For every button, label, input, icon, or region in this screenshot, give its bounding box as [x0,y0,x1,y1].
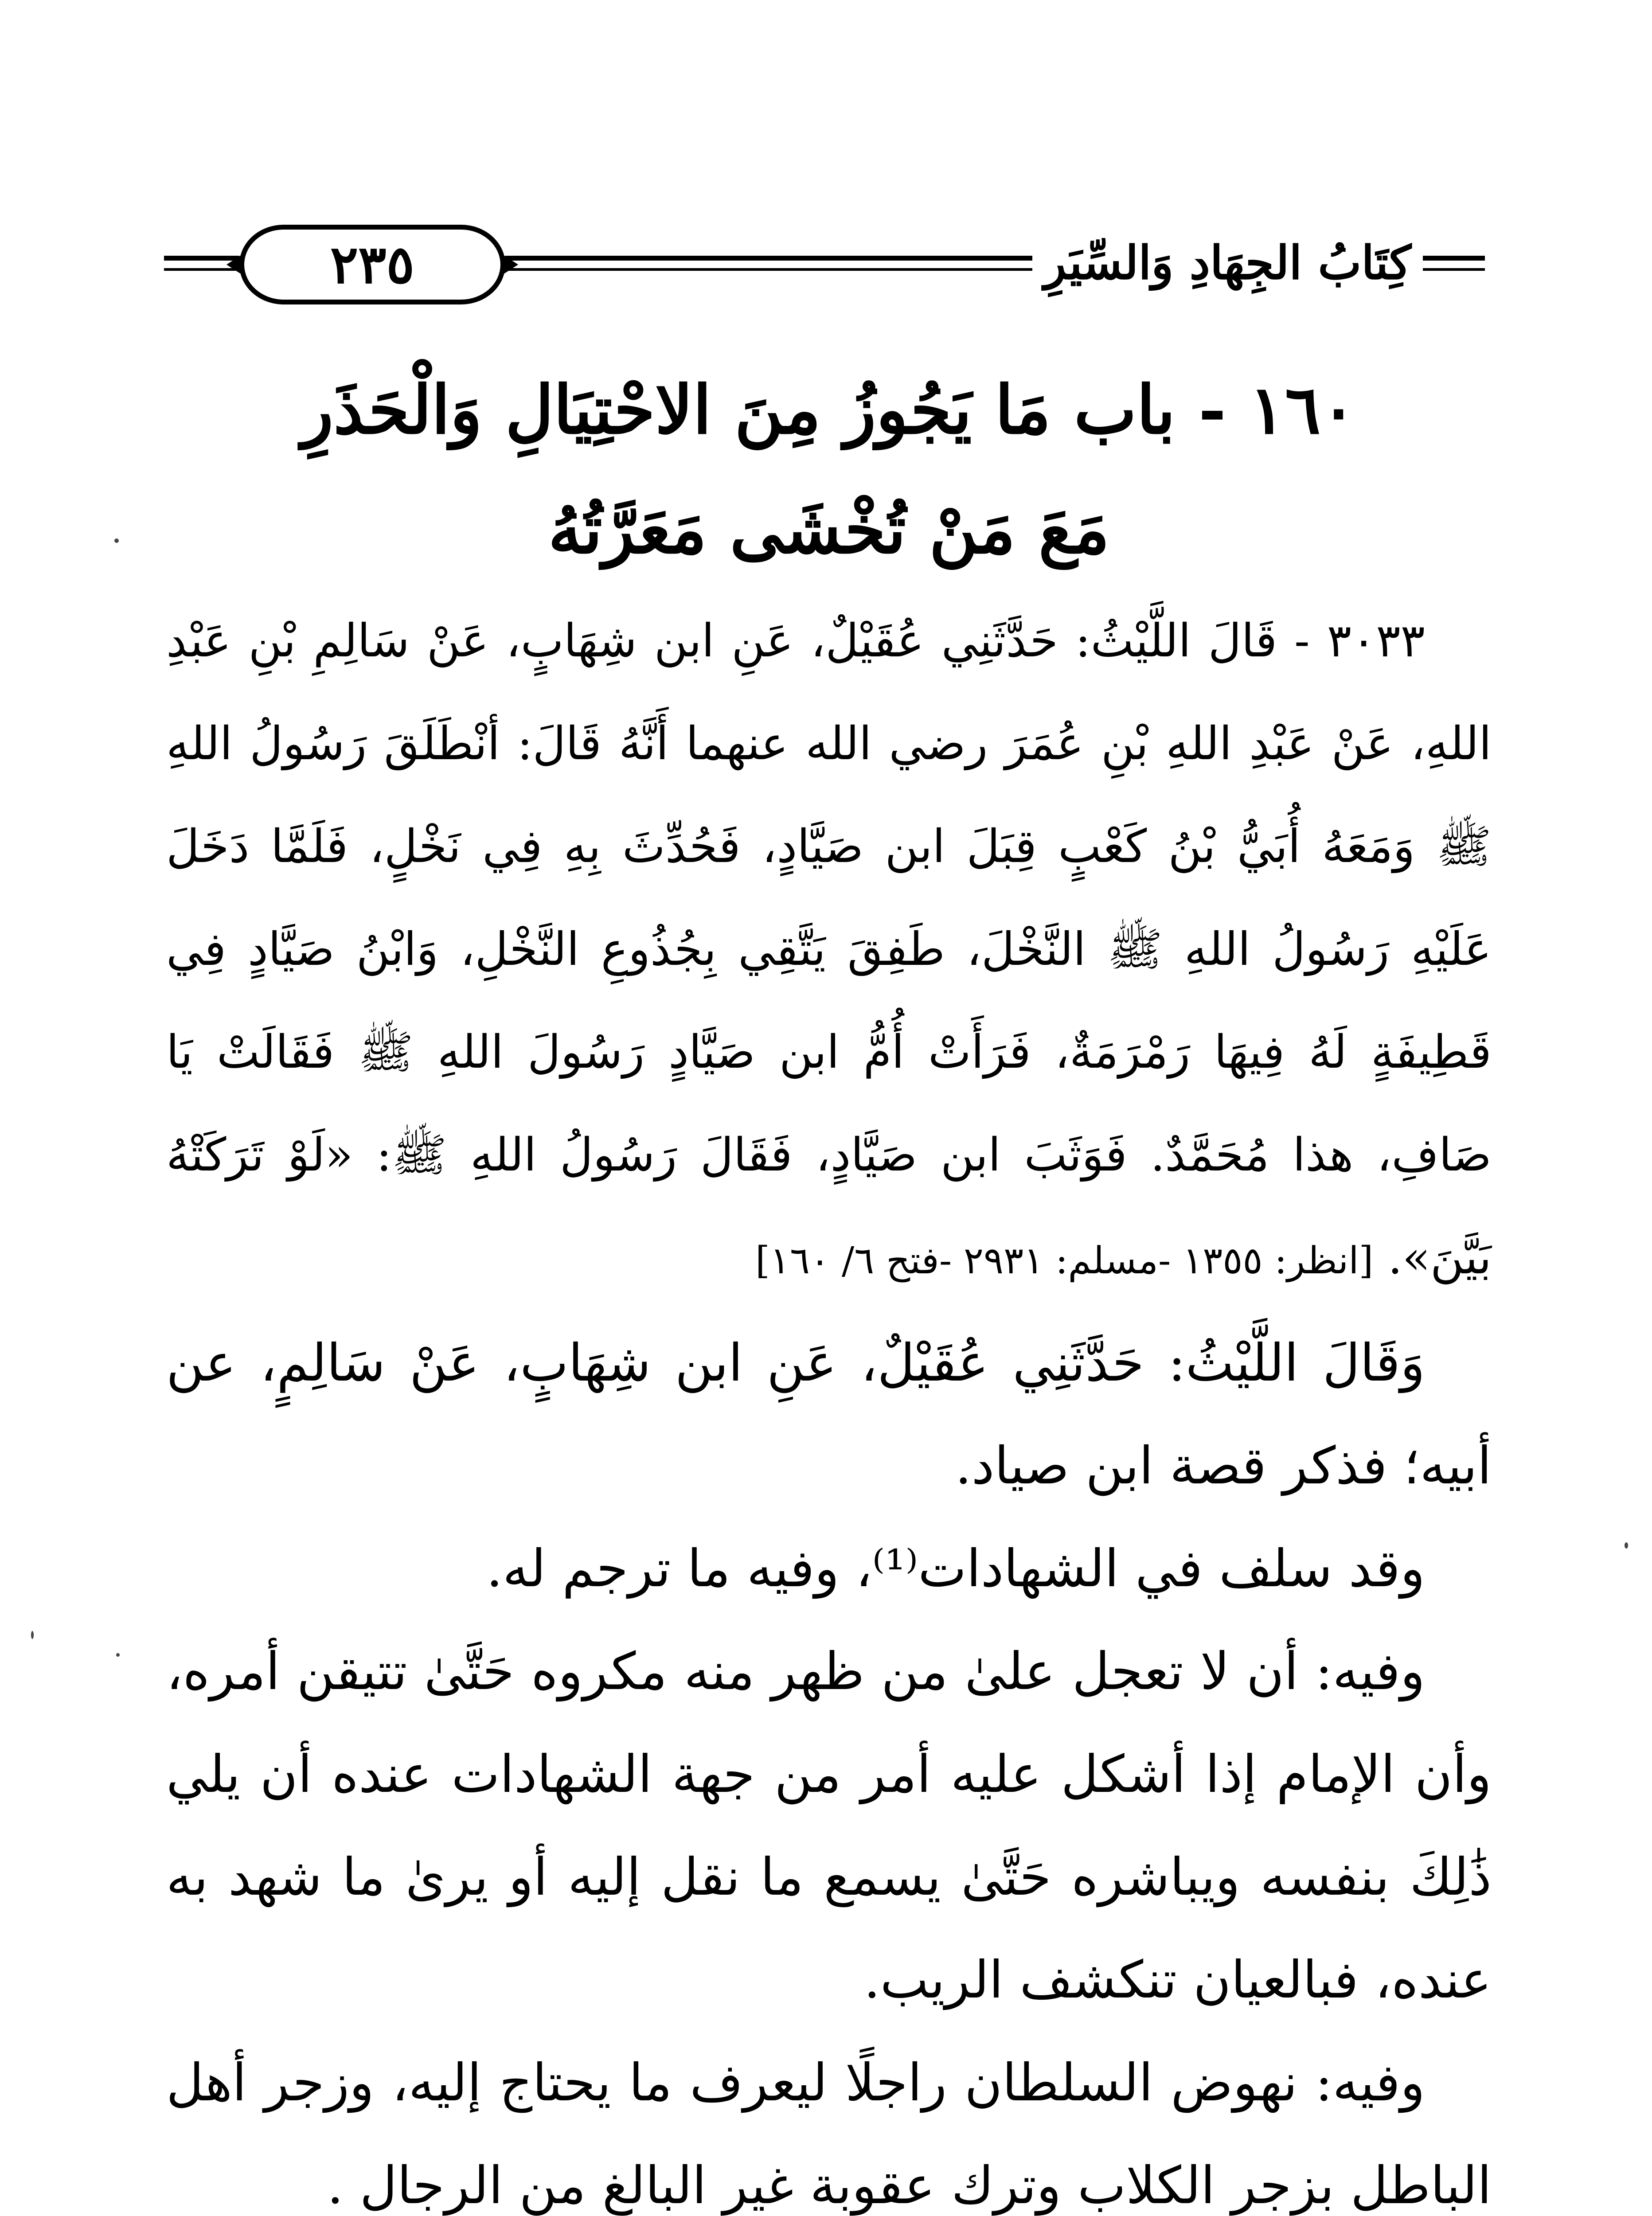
page-number: ٢٣٥ [330,234,415,295]
paragraph-text: وَقَالَ اللَّيْثُ: حَدَّثَنِي عُقَيْلٌ، عَنِ ابن شِهَابٍ، عَنْ سَالِمٍ، عن أبيه؛ فذكر قصة ابن صياد. [166,1333,1492,1496]
badge-ornament [227,255,242,274]
paragraph-text: وفيه: أن لا تعجل علىٰ من ظهر منه مكروه حَتَّىٰ تتيقن أمره، وأن الإمام إذا أشكل عليه أمر من جهة الشهادات عنده أن يلي ذَٰلِكَ بنفسه ويباشره حَتَّىٰ يسمع ما نقل إليه أو يرىٰ ما شهد به عنده، فبالعيان تنكشف الريب. [166,1642,1492,2010]
chapter-heading-line-1: ١٦٠ - باب مَا يَجُوزُ مِنَ الاحْتِيَالِ وَالْحَذَرِ [301,371,1357,449]
hadith-paragraph [166,589,1492,1312]
paragraph-text: وفيه: نهوض السلطان راجلًا ليعرف ما يحتاج إليه، وزجر أهل الباطل بزجر الكلاب وترك عقوبة غير البالغ من الرجال . [166,2053,1492,2216]
hadith-text: ٣٠٣٣ - قَالَ اللَّيْثُ: حَدَّثَنِي عُقَيْلٌ، عَنِ ابن شِهَابٍ، عَنْ سَالِمِ بْنِ عَبْدِ اللهِ، عَنْ عَبْدِ اللهِ بْنِ عُمَرَ رضي الله عنهما أَنَّهُ قَالَ: أنْطَلَقَ رَسُولُ اللهِ ﷺ وَمَعَهُ أُبَيُّ بْنُ كَعْبٍ قِبَلَ ابن صَيَّادٍ، فَحُدِّثَ بِهِ فِي نَخْلٍ، فَلَمَّا دَخَلَ عَلَيْهِ رَسُولُ اللهِ ﷺ النَّخْلَ، طَفِقَ يَتَّقِي بِجُذُوعِ النَّخْلِ، وَابْنُ صَيَّادٍ فِي قَطِيفَةٍ لَهُ فِيهَا رَمْرَمَةٌ، فَرَأَتْ أُمُّ ابن صَيَّادٍ رَسُولَ اللهِ ﷺ فَقَالَتْ يَا صَافِ، هذا مُحَمَّدٌ. فَوَثَبَ ابن صَيَّادٍ، فَقَالَ رَسُولُ اللهِ ﷺ: «لَوْ تَرَكَتْهُ بَيَّنَ». [166,614,1492,1284]
paragraph [166,1620,1492,2032]
paragraph-text: وقد سلف في الشهادات⁽¹⁾، وفيه ما ترجم له. [486,1539,1425,1599]
scan-speck [116,1653,120,1657]
book-title: كِتَابُ الجِهَادِ وَالسِّيَرِ [1032,233,1423,293]
chapter-heading [168,350,1489,589]
hadith-citation: [انظر: ١٣٥٥ -مسلم: ٢٩٣١ -فتح ٦/ ١٦٠] [755,1239,1374,1282]
body-text [166,589,1492,2216]
paragraph [166,1518,1492,1620]
page-number-badge [239,225,505,304]
paragraph [166,1312,1492,1518]
scan-speck [1625,1542,1628,1549]
chapter-heading-line-2: مَعَ مَنْ تُخْشَى مَعَرَّتُهُ [548,491,1110,569]
scan-speck [31,1631,34,1639]
scan-speck [114,538,119,543]
running-header [164,215,1485,317]
paragraph [166,2032,1492,2216]
badge-ornament [503,255,518,274]
